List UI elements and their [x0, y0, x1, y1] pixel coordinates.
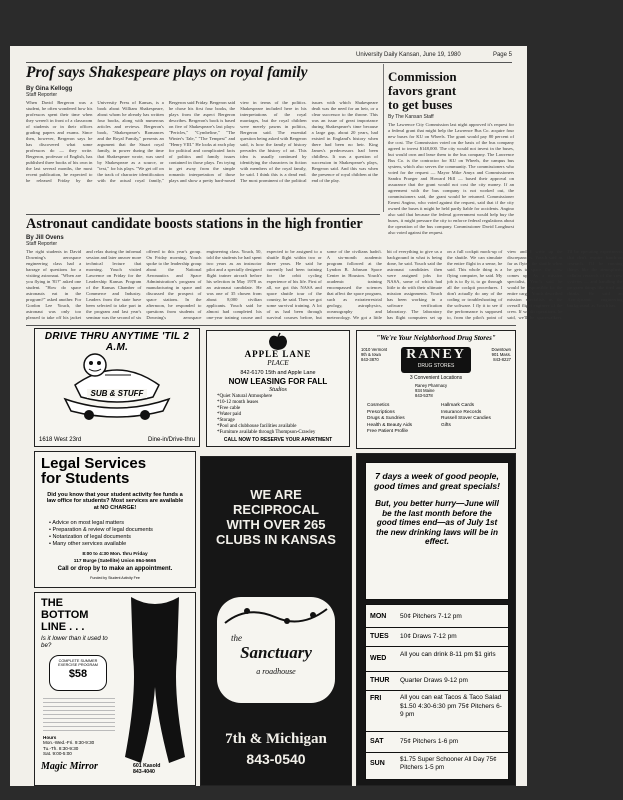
drive-thru-service: Dine-in/Drive-thru [147, 437, 195, 443]
drive-thru-address: 1618 West 23rd [39, 437, 82, 443]
service-item: Gifts [441, 422, 451, 428]
raney-logo-sub: DRUG STORES [417, 363, 455, 369]
sanctuary-phone: 843-0540 [246, 751, 306, 767]
prof-article-body: When David Bergeron was a student, he often wondered how his professors spent their time when they weren't in front of a classroom of students or in their offices grading papers and exams. Since then, however, Bergeron says he has discovered what some professors do — they write. Bergeron, professor of English, has published three books of his own in the last several months, the most recent publication, he expected to be released Friday by the University Press of Kansas, is a book about William Shakespeare, about whom he already has written four books, along with numerous articles and reviews. Bergeron's book, "Shakespeare's Romances and the Royal Family," presents an argument that the Stuart royal family, in power during the time that Shakespeare wrote, was used by Shakespeare as a source, or "text," for his plays. "We get off on the track of character identification with the actual royal family," Bergeron said Friday. Bergeron said he chose his first four books, the plays from the aspect Bergeron describes. Bergeron's book is based on five of Shakespeare's last plays: "Pericles," "Cymbeline," "The Winter's Tale," "The Tempest" and "Henry VIII." He looks at each play for political and complicated facts of politics and family issues contained in those plays. I'm trying to get away from the simple romantic interpretation of those plays and show a pretty hard-nosed view in terms of the politics. Shakespeare included here in his interpretations of the royal marriages, but the royal children were merely pawns in politics, Bergeron said. The essential question being asked with Bergeron said, is how the family of history pervades the history of art. This idea is usually continued by identifying the characters in fiction with members of the royal family, he said. I think this is a dead end. The most prominent of the political issues with which Shakespeare dealt was the need for an heir, or a clear successor to the throne. This was an issue of great importance during Shakespeare's time because a large gap, about 20 years, had existed in England's history when there had been no heir. King James's predecessors had been childless. It was a question of succession in Shakespeare's plays, Bergeron said. And this was when the presence of royal children at the end of the play. [26, 100, 378, 183]
specials-row [366, 691, 508, 732]
raney-location-left [361, 347, 395, 362]
service-item: Russell Stover Candies [441, 416, 491, 421]
section-rule [26, 325, 516, 326]
location-line: 1010 Vermont [361, 347, 388, 352]
bullet-text: Many other services available [52, 541, 127, 547]
apple-lane-headline: NOW LEASING FOR FALL [228, 377, 328, 386]
location-line: 9th & Iowa [361, 352, 381, 357]
specials-row [366, 647, 508, 672]
magic-mirror-phone: 843-4040 [133, 769, 155, 775]
prof-byline-role: Staff Reporter [26, 92, 58, 98]
prof-byline-name: By Gina Kellogg [26, 86, 73, 92]
service-item: Drugs & Sundries [367, 416, 405, 421]
legal-title-line: for Students [41, 470, 130, 487]
prof-byline [26, 86, 106, 98]
feature-item: *Pool and clubhouse facilities available [217, 424, 297, 429]
day-label: SAT [370, 738, 384, 745]
bottom-title-line: LINE . . . [41, 621, 85, 633]
sanctuary-logo-the: the [231, 633, 242, 643]
bullet-item: • Notarization of legal documents [49, 534, 131, 540]
bullet-text: Advice on most legal matters [52, 520, 125, 526]
column-divider [383, 64, 384, 212]
location-line: 843-3870 [361, 357, 379, 362]
legal-bullets [49, 520, 193, 548]
hours-title: Hours [43, 735, 57, 740]
legal-title [41, 456, 146, 486]
location-line: Downtown [491, 347, 511, 352]
day-deal: Quarter Draws 9-12 pm [400, 677, 468, 684]
location-line: 843-8227 [493, 357, 511, 362]
raney-logo: RANEY [406, 347, 466, 362]
bottom-title-line: THE [41, 597, 63, 609]
page-number: Page 5 [492, 52, 512, 58]
astronaut-byline-name: By Jill Ovens [26, 235, 64, 241]
day-deal: 10¢ Draws 7-12 pm [400, 633, 457, 640]
special-badge [49, 655, 107, 691]
sanctuary-logo [217, 597, 335, 703]
magic-mirror-contact [133, 763, 160, 775]
specials-row [366, 732, 508, 753]
feature-item: *Quiet Natural Atmosphere [217, 394, 273, 399]
page-scan-edge [0, 0, 537, 46]
astronaut-byline [26, 235, 106, 247]
service-item: Cosmetics [367, 403, 390, 408]
raney-location-right [477, 347, 511, 362]
leotard-figure-icon [123, 597, 187, 767]
feature-item: *Free cable [217, 406, 241, 411]
service-item: Free Patient Profile [367, 429, 409, 434]
commission-article-body: The Lawrence City Commission last night approved it's request for a federal grant that might help the Lawrence Bus Co. acquire four new buses for KU on Wheels. The grant would pay 80 percent of the cost. The Commission voted on the basis of the bus company agreed to invest $148,000. The city would not invest in the buses, but would own and lease them to the bus company. The Lawrence Bus Co. is the contractor for KU on Wheels, the campus bus system, which also serves the community. The commissioners who voted for the request — Mayor Mike Amyx and Commissioners Sandra Praeger and Howard Hill — based their approval on assurance that the grant would not cost the city money. If an agreement with the bus company is not worked out, the commissioners said, the grant would be returned. Commissioner Ernest Angino, who voted against the request, said that if the city owned the buses it might be held partly liable for accidents. Angino also said that because the federal government would help buy the buses, it might pressure the city to enforce federal regulations about the operation of the bus company. Commissioner David Longhurst also voted against the request. [388, 122, 514, 235]
raney-drug-ad [356, 330, 516, 449]
apple-lane-features [217, 394, 347, 436]
astronaut-article-body: The right students in David Downing's aerospace engineering class had a barrage of questions for a visiting astronaut. "When are you flying in '81?" asked one student. "How do space astronauts eat in the program?" asked another. For Gordon Lee Youch, the astronaut was only too pleased to take off his jacket and relax during the informal session and later answer more technical lecture that morning. Youch visited Lawrence on Friday for the Leadership Kansas Program of the Kansas Chamber of Commerce and Industry. Leaders from the state have been selected to take part in the program and last year's seminar was the second of six offered to this year's group. On Friday morning, Youch spoke to the leadership group about the National Aeronautics and Space Administration's program of manufacturing in space and discussed the prospect of space stations. In the afternoon, he responded to questions from students of Downing's aerospace engineering class. Youch, 50, told the students he had spent two years as an instructor pilot and a specially designed flight trainer aircraft before his selection in May 1978 as an astronaut candidate. He was one of 35 chosen from about 8,000 civilian applicants. Youch said he almost had completed his one-year training course and expected to be assigned to a shuttle flight within two or three years. He said he currently had been training for the orbit cycling experience of his life. First of all, we got this NASA and space shuttle tour of the country, he said. Then we got some survival training. A lot of us had been through survival courses before, but some of the civilians hadn't. A six-month academic program followed at the Lyndon B. Johnson Space Center in Houston. Youch's academic training encompassed the sciences that affect the space program, such as extraterrestrial geology, astrophysics, oceanography and meteorology. We got a little bit of everything to give us a background in what is being done, he said. Youch said the astronaut candidates then were assigned jobs for NASA, some of which had little to do with their ultimate mission assignments. Youch has been working in a software verification laboratory. The laboratory has flight computers set up on a full cockpit mock-up of the shuttle. We can simulate the entire flight in a sense, he said. This whole thing is a flying computer, he said. My job is to fly it, to go through all the cockpit procedures. I don't actually do any of the coding or troubleshooting of the software. I fly it to see if the performance is supposed to, from the pilot's point of view and I write up the discrepancies. Youch said as far as flying the shuttle when he gets to space, the crew comes up. As a mission specialist, Youch said he would be responsible for the entire cargo. Youch described mission specialists as the overall flight engineer of the crew. If we do operations, he said, we'll be spacewalkers. I'll be operating experiments that don't require hands-on research. I'll be running things like the atmospheric cellular research of the crew systems — and handling the program things like food and drinks. He said an Aerodynamic engineering background, as Youch has. [26, 249, 623, 320]
page-folio [26, 50, 512, 63]
day-deal: All you can drink 8-11 pm $1 girls [400, 651, 496, 658]
paper-name: University Daily Kansan, June 19, 1980 [356, 52, 461, 58]
sanctuary-headline: WE ARE RECIPROCAL WITH OVER 265 CLUBS IN KANSAS [216, 487, 336, 547]
sanctuary-address: 7th & Michigan [225, 731, 327, 747]
sanctuary-logo-sub: a roadhouse [256, 667, 296, 676]
sanctuary-ad [200, 456, 352, 786]
day-deal: $1.75 Super Schooner All Day 75¢ Pitchers 1-5 pm [400, 756, 497, 771]
apple-lane-address: 842-6170 15th and Apple Lane [240, 370, 316, 376]
legal-funded: Funded by Student Activity Fee [90, 576, 140, 580]
specials-row [366, 607, 508, 628]
specials-row [366, 753, 508, 777]
legal-place: 117 Burge (Satellite) Union 864-5665 [73, 559, 157, 564]
bottom-question: Is it lower than it used to be? [41, 635, 108, 649]
hours-line: Tu.-Th. 8:30-9:30 [43, 745, 79, 751]
astronaut-byline-role: Staff Reporter [26, 241, 58, 247]
day-deal: 75¢ Pitchers 1-6 pm [400, 738, 459, 745]
specials-schedule [365, 604, 509, 780]
service-item: Health & Beauty Aids [367, 422, 413, 428]
hours-line: Sat. 9:00-5:00 [43, 751, 72, 757]
drive-thru-title: DRIVE THRU ANYTIME 'TIL 2 A.M. [44, 331, 190, 353]
vine-icon [217, 601, 335, 631]
day-deal: 50¢ Pitchers 7-12 pm [400, 613, 462, 620]
location-line: Raney Pharmacy [415, 383, 448, 388]
bullet-text: Preparation & review of legal documents [52, 527, 153, 533]
section-rule [26, 214, 380, 215]
hours-line: Mon.-Wed.-Fri. 9:30-9:30 [43, 740, 95, 746]
feature-item: *Storage [217, 418, 235, 423]
sub-and-stuff-logo: SUB & STUFF [87, 389, 147, 398]
feature-item: *Water paid [217, 412, 242, 417]
specials-intro: 7 days a week of good people, good times and great specials! [373, 471, 501, 491]
bottom-fine-lines [43, 695, 115, 733]
commission-headline-line: Commission [388, 69, 457, 84]
location-line: 934 Maine [415, 388, 435, 393]
astronaut-headline: Astronaut candidate boosts stations in the high frontier [26, 216, 363, 232]
legal-hours: 8:00 to 4:30 Mon. thru Friday [82, 552, 148, 557]
raney-sub: 3 Convenient Locations [409, 375, 463, 381]
special-text: COMPLETE SUMMER EXERCISE PROGRAM [58, 659, 98, 668]
apple-lane-cta: CALL NOW TO RESERVE YOUR APARTMENT [223, 437, 333, 443]
day-label: THUR [370, 677, 390, 684]
bottom-title-line: BOTTOM [41, 609, 89, 621]
sub-and-stuff-ad [34, 328, 200, 447]
magic-mirror-ad [34, 592, 196, 786]
service-item: Insurance Records [441, 409, 482, 415]
commission-byline: By The Kansan Staff [388, 114, 434, 120]
magic-mirror-brand: Magic Mirror [41, 761, 98, 772]
raney-services-right [441, 403, 511, 429]
apple-lane-logo-top: APPLE LANE [244, 349, 312, 359]
service-item: Prescriptions [367, 409, 395, 415]
day-label: TUES [370, 633, 389, 640]
specials-ad [356, 453, 516, 786]
apple-lane-logo-bottom: PLACE [267, 359, 289, 367]
apple-lane-logo [207, 349, 349, 367]
legal-services-ad [34, 451, 196, 588]
sandwich-mascot-icon [35, 345, 199, 425]
apple-lane-sub: Studios [269, 387, 287, 393]
day-label: FRI [370, 695, 382, 702]
apple-lane-ad [206, 330, 350, 447]
legal-title-line: Legal Services [41, 455, 147, 472]
feature-item: *Furniture available through Thompson-Crawley [217, 430, 316, 435]
commission-headline-line: favors grant [388, 83, 457, 98]
service-item: Hallmark Cards [441, 403, 475, 408]
commission-headline-line: to get buses [388, 97, 453, 112]
specials-intro-box [365, 462, 509, 600]
newspaper-page [10, 46, 623, 786]
raney-tagline: "We're Your Neighborhood Drug Stores" [376, 334, 496, 342]
raney-services-left [367, 403, 437, 436]
specials-row [366, 672, 508, 691]
bullet-item: • Preparation & review of legal documents [49, 527, 153, 533]
day-label: WED [370, 655, 387, 662]
commission-headline [388, 70, 457, 112]
specials-urgent: But, you better hurry—June will be the last month before the good times end—as of July 1st the new drinking laws will be in effect. [375, 499, 499, 547]
special-price: $58 [68, 667, 88, 680]
bullet-item: • Many other services available [49, 541, 127, 547]
location-line: 901 Mass. [491, 352, 511, 357]
feature-item: *10-12 month leases [217, 400, 259, 405]
raney-location-center [415, 383, 465, 398]
bullet-item: • Advice on most legal matters [49, 520, 125, 526]
bottom-title [41, 597, 88, 633]
specials-row [366, 628, 508, 647]
raney-logo-box [401, 347, 471, 373]
location-line: 843-5378 [415, 393, 433, 398]
sanctuary-logo-name: Sanctuary [240, 643, 312, 662]
prof-headline: Prof says Shakespeare plays on royal family [26, 64, 308, 81]
legal-cta: Call or drop by to make an appointment. [57, 566, 173, 572]
day-label: SUN [370, 760, 385, 767]
day-label: MON [370, 613, 387, 620]
day-deal: All you can eat Tacos & Taco Salad $1.50 4:30-6:30 pm 75¢ Pitchers 6-9 pm [400, 694, 502, 718]
magic-mirror-address: 601 Kasold [133, 763, 161, 769]
bullet-text: Notarization of legal documents [52, 534, 131, 540]
legal-question: Did you know that your student activity fee funds a law office for students? Most services are available at NO CHARGE! [46, 492, 184, 511]
bottom-hours [43, 735, 123, 757]
